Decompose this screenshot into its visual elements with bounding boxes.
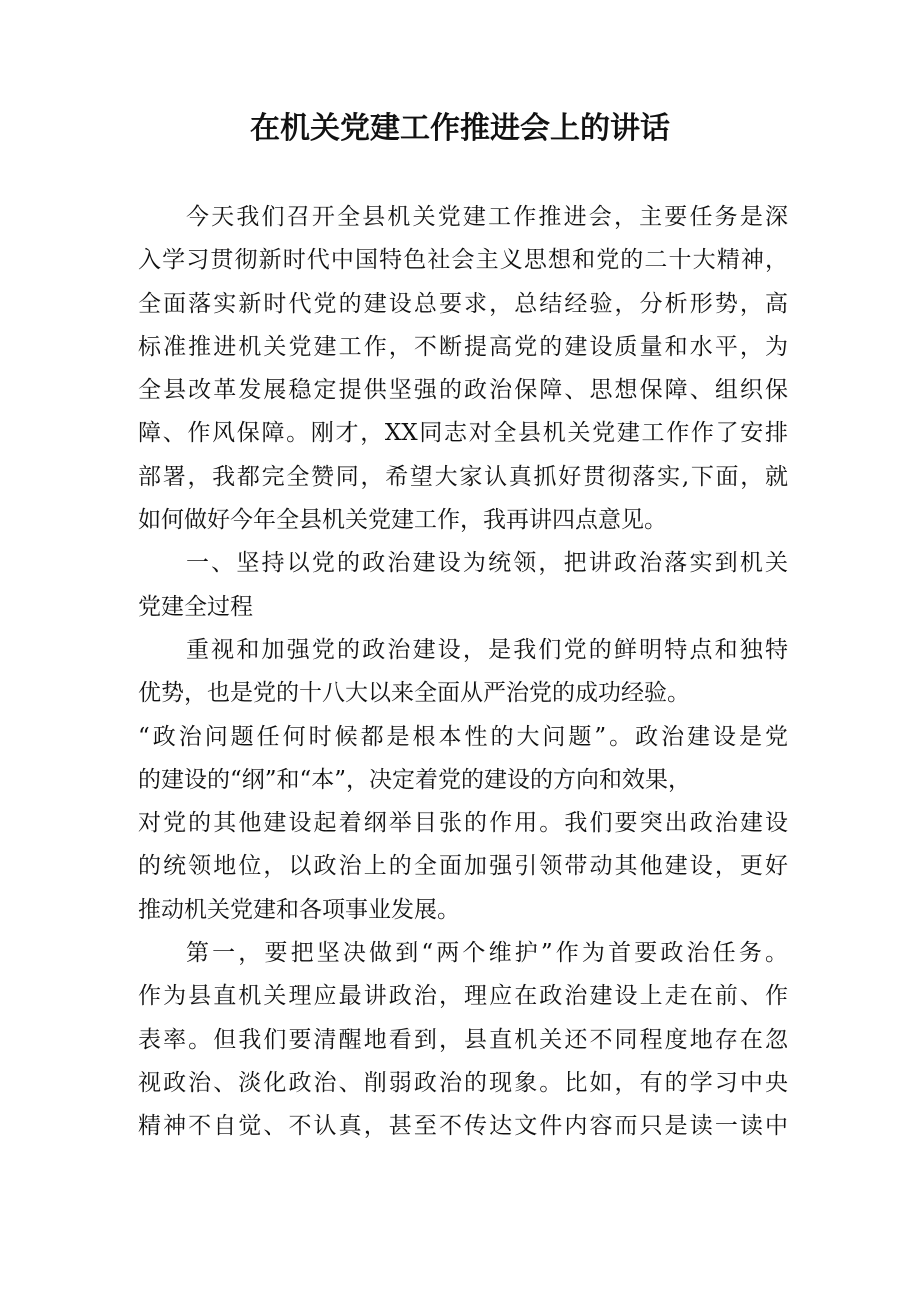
text-line: 精神不自觉、不认真，甚至不传达文件内容而只是读一读中 — [138, 1113, 788, 1140]
text-line: 障、作风保障。刚才，XX同志对全县机关党建工作作了安排 — [138, 420, 788, 447]
text-line: 的统领地位，以政治上的全面加强引领带动其他建设，更好 — [138, 853, 788, 880]
text-line: 推动机关党建和各项事业发展。 — [138, 896, 460, 923]
text-line: 优势，也是党的十八大以来全面从严治党的成功经验。 — [138, 680, 690, 707]
text-line: 作为县直机关理应最讲政治，理应在政治建设上走在前、作 — [138, 983, 788, 1010]
text-line: 全面落实新时代党的建设总要求，总结经验，分析形势，高 — [138, 290, 788, 317]
text-line: 第一，要把坚决做到“两个维护”作为首要政治任务。 — [186, 940, 788, 967]
text-line: 今天我们召开全县机关党建工作推进会，主要任务是深 — [186, 204, 788, 230]
text-line: 视政治、淡化政治、削弱政治的现象。比如，有的学习中央 — [138, 1069, 788, 1096]
text-line: 标准推进机关党建工作，不断提高党的建设质量和水平，为 — [138, 333, 788, 360]
text-line: 表率。但我们要清醒地看到，县直机关还不同程度地存在忽 — [138, 1026, 788, 1053]
text-line: 如何做好今年全县机关党建工作，我再讲四点意见。 — [138, 507, 667, 534]
text-line: 一、坚持以党的政治建设为统领，把讲政治落实到机关 — [186, 550, 788, 577]
speech-body — [138, 196, 788, 1149]
text-line: 重视和加强党的政治建设，是我们党的鲜明特点和独特 — [186, 636, 788, 663]
text-line: 党建全过程 — [138, 593, 253, 620]
text-line: 部署，我都完全赞同，希望大家认真抓好贯彻落实,下面，就 — [138, 463, 788, 490]
text-line: 的建设的“纲”和“本”，决定着党的建设的方向和效果， — [138, 766, 692, 793]
text-line: 入学习贯彻新时代中国特色社会主义思想和党的二十大精神， — [138, 247, 788, 274]
document-title: 在机关党建工作推进会上的讲话 — [250, 111, 670, 146]
text-line: 全县改革发展稳定提供坚强的政治保障、思想保障、组织保 — [138, 377, 788, 404]
text-line: 对党的其他建设起着纲举目张的作用。我们要突出政治建设 — [138, 810, 788, 837]
text-line: “政治问题任何时候都是根本性的大问题”。政治建设是党 — [138, 723, 788, 750]
